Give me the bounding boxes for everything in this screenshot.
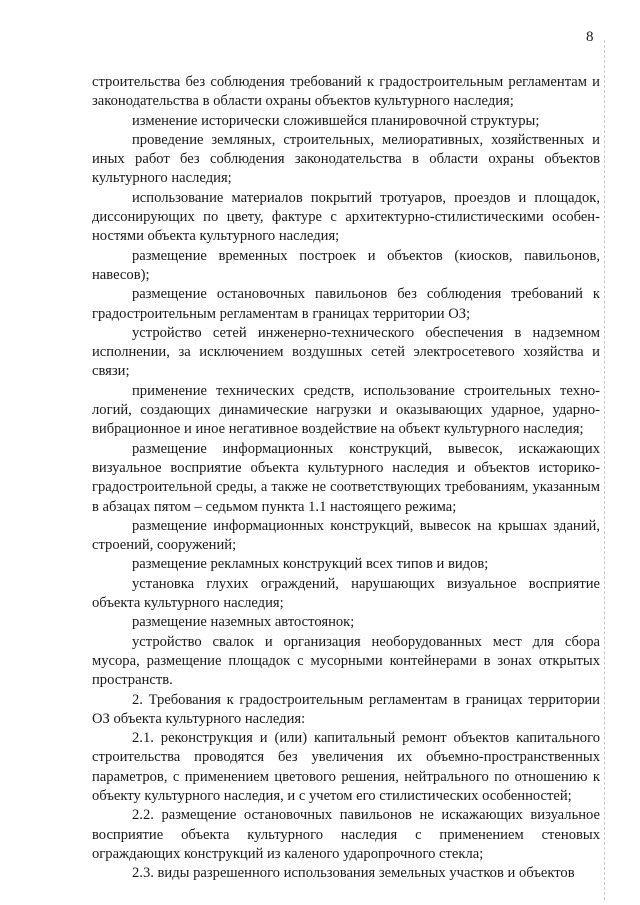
- paragraph: проведение земляных, строительных, мелиоративных, хозяйственных и иных работ без соблюдения законодательства в области охраны объектов культурного наследия;: [92, 131, 600, 187]
- paragraph: размещение рекламных конструкций всех типов и видов;: [132, 556, 489, 573]
- paragraph: устройство свалок и организация необорудованных мест для сбора мусора, размещение площадок с мусорными контейнерами в зонах открытых пространств.: [92, 633, 600, 689]
- paragraph: размещение информационных конструкций, вывесок на крышах зданий, строений, сооружений;: [92, 517, 600, 554]
- paragraph: размещение остановочных павильонов без соблюдения требований к градостроительным регламентам в границах территории ОЗ;: [92, 286, 600, 322]
- page-number: 8: [586, 29, 594, 45]
- paragraph: использование материалов покрытий тротуаров, проездов и площадок, диссонирующих по цвету, фактуре с архитектурно-стилистическими особенностями объекта культурного наследия;: [92, 189, 600, 245]
- paragraph: применение технических средств, использование строительных технологий, создающих динамические нагрузки и оказывающих ударное, ударно-вибрационное и иное негативное воздействие на объект культурного наследия;: [92, 382, 600, 438]
- paragraph: 2.3. виды разрешенного использования земельных участков и объектов: [132, 865, 575, 882]
- paragraph: установка глухих ограждений, нарушающих визуальное восприятие объекта культурного наследия;: [92, 575, 600, 612]
- paragraph: изменение исторически сложившейся планировочной структуры;: [132, 112, 540, 129]
- document-body: [92, 73, 600, 883]
- paragraph: 2.2. размещение остановочных павильонов не искажающих визуальное восприятие объекта культурного наследия с применением стеновых ограждающих конструкций из каленого ударопрочного стекла;: [92, 807, 600, 862]
- paragraph: строительства без соблюдения требований к градостроительным регламентам и законодательства в области охраны объектов культурного наследия;: [92, 74, 600, 110]
- scan-margin-line: [604, 40, 605, 900]
- paragraph: размещение временных построек и объектов (киосков, павильонов, навесов);: [92, 247, 600, 283]
- paragraph: 2.1. реконструкция и (или) капитальный ремонт объектов капитального строительства проводятся без увеличения их объемно-пространственных параметров, с применением цветового решения, нейтрального по отношению к объекту культурного наследия, и с учетом его стилистических особенностей;: [92, 730, 600, 804]
- paragraph: устройство сетей инженерно-технического обеспечения в надземном исполнении, за исключением воздушных сетей электросетевого хозяйства и связи;: [92, 324, 600, 380]
- paragraph: 2. Требования к градостроительным регламентам в границах территории ОЗ объекта культурного наследия:: [92, 691, 600, 727]
- paragraph: размещение наземных автостоянок;: [132, 614, 355, 631]
- paragraph: размещение информационных конструкций, вывесок, искажающих визуальное восприятие объекта культурного наследия и объектов историко-градостроительной среды, а также не соответствующих требованиям, указанным в абзацах пятом – седьмом пункта 1.1 настоящего режима;: [92, 440, 600, 515]
